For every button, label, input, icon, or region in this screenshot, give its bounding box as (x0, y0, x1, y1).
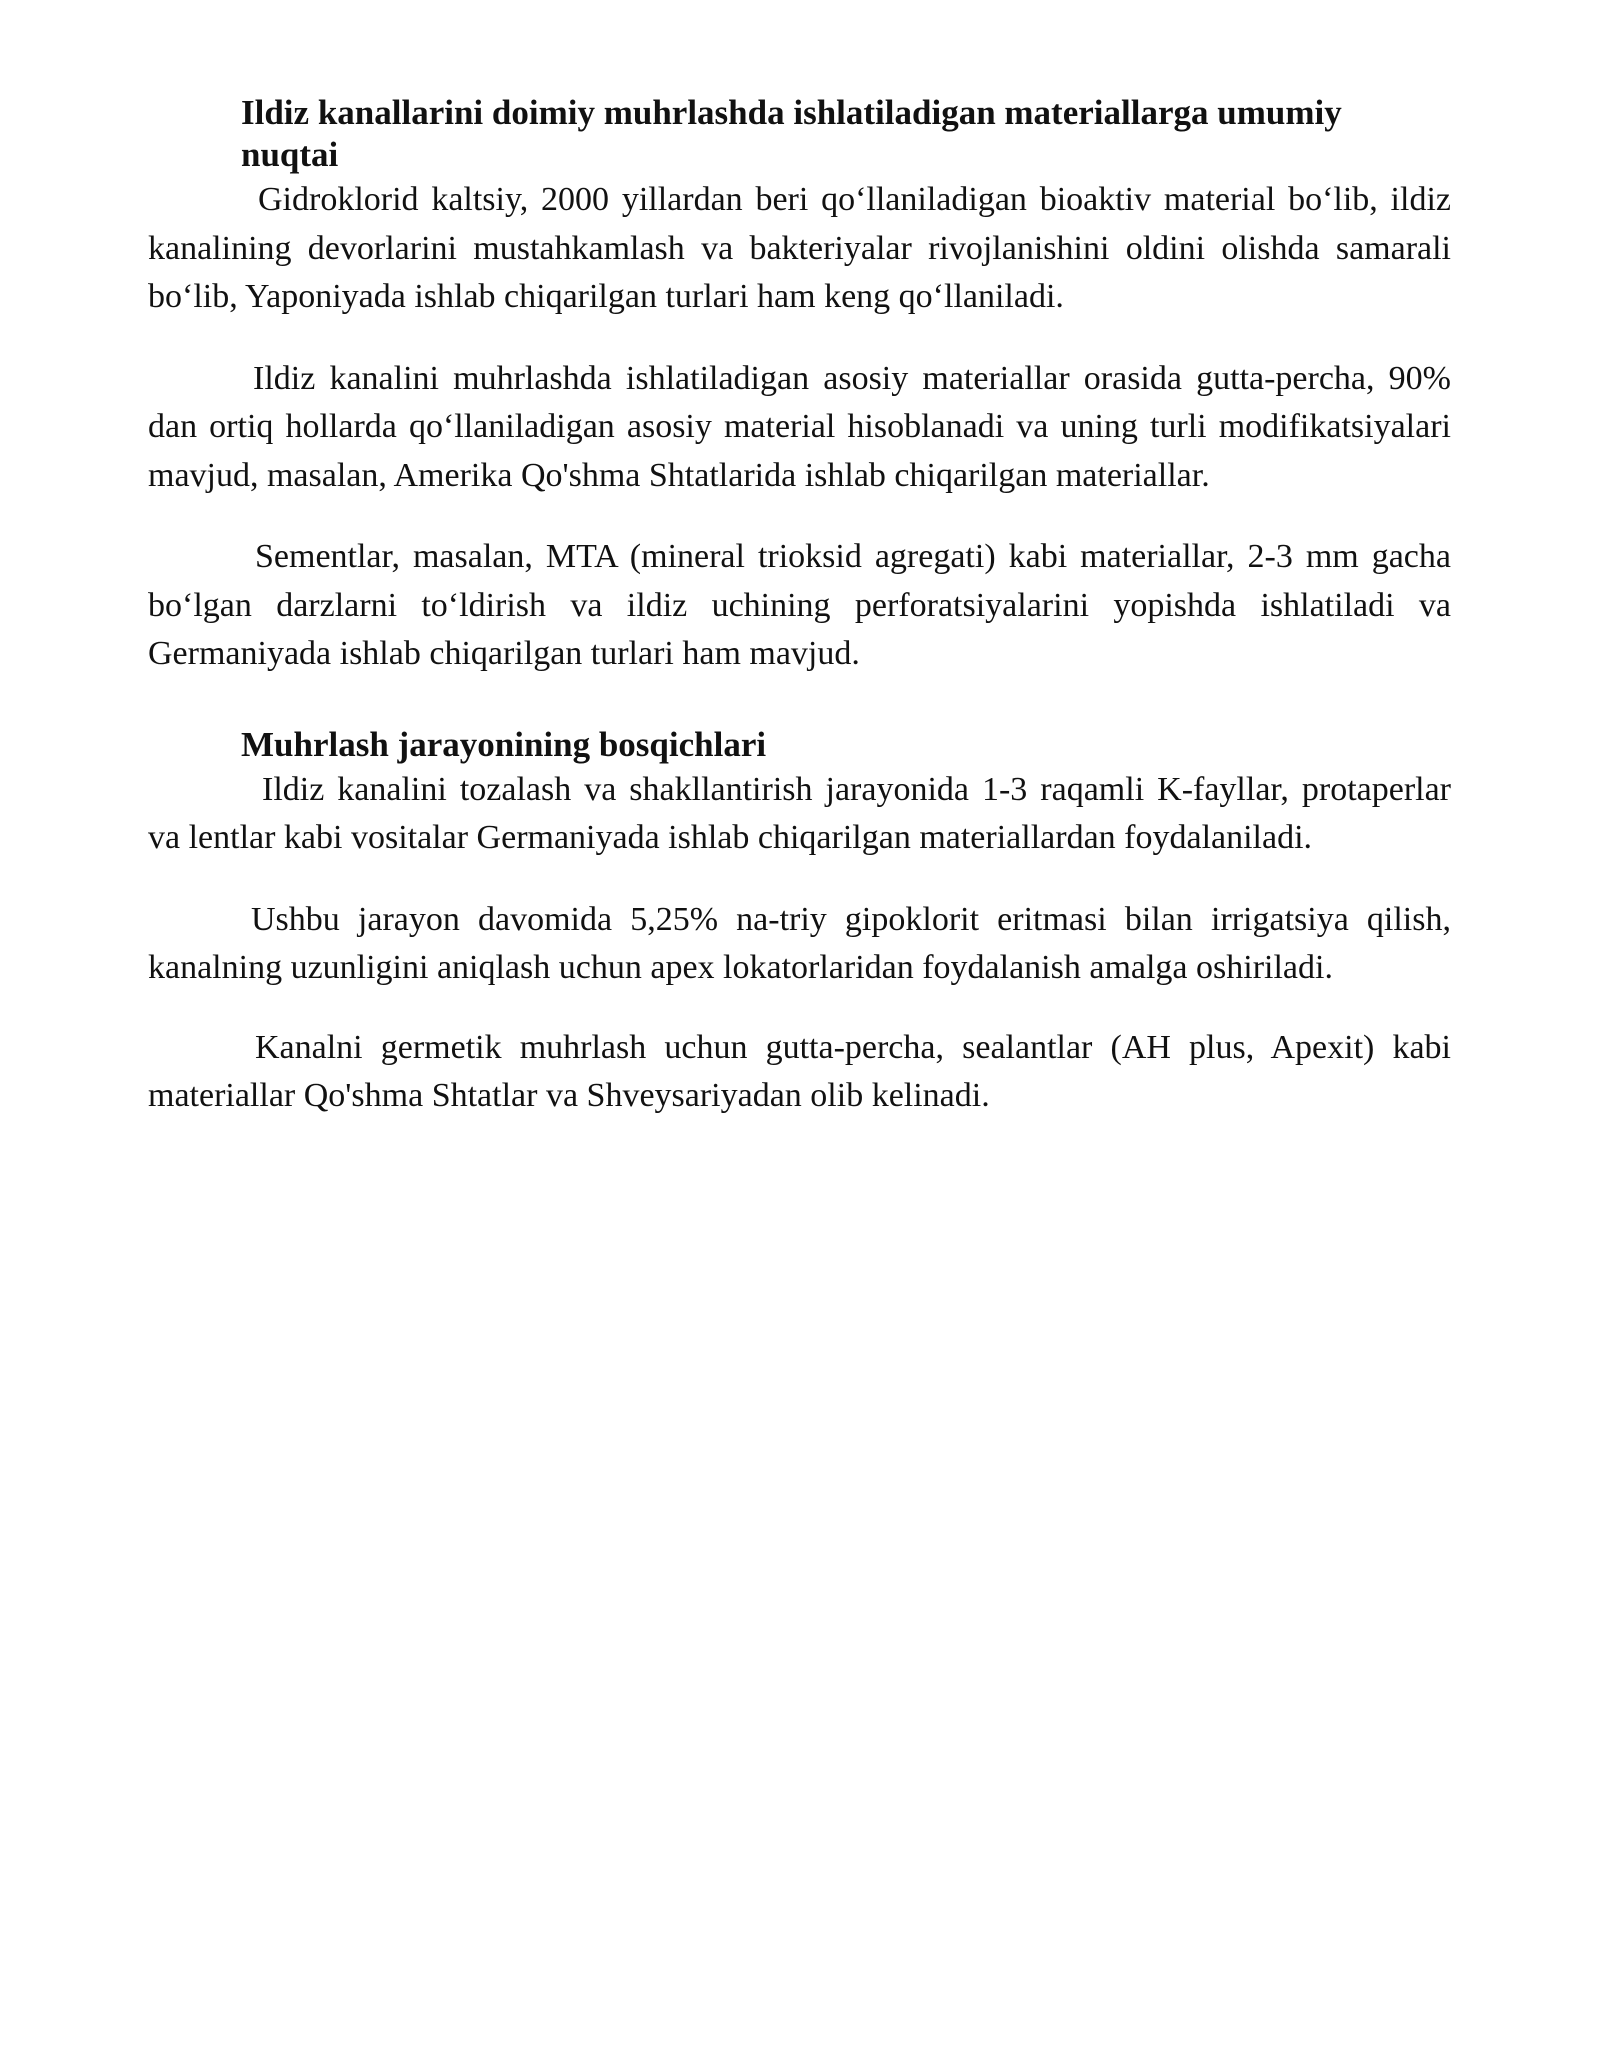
paragraph-irrigation: Ushbu jarayon davomida 5,25% na-triy gipoklorit eritmasi bilan irrigatsiya qilish, kanalning uzunligini aniqlash uchun apex lokatorlaridan foydalanish amalga oshiriladi. (148, 900, 1451, 986)
paragraph-calcium-hydroxide: Gidroklorid kaltsiy, 2000 yillardan beri qo‘llaniladigan bioaktiv material bo‘lib, ildiz kanalining devorlarini mustahkamlash va bakteriyalar rivojlanishini oldini olishda samarali bo‘lib, Yaponiyada ishlab chiqarilgan turlari ham keng qo‘llaniladi. (148, 181, 1451, 315)
paragraph-canal-shaping: Ildiz kanalini tozalash va shakllantirish jarayonida 1-3 raqamli K-fayllar, protaperlar va lentlar kabi vositalar Germaniyada ishlab chiqarilgan materiallardan foydalaniladi. (148, 770, 1451, 856)
section-heading-sealing-stages: Muhrlash jarayonining bosqichlari (241, 724, 767, 764)
paragraph-sealants: Kanalni germetik muhrlash uchun gutta-percha, sealantlar (AH plus, Apexit) kabi materiallar Qo'shma Shtatlar va Shveysariyadan olib kelinadi. (148, 1028, 1451, 1114)
paragraph-cements-mta: Sementlar, masalan, MTA (mineral trioksid agregati) kabi materiallar, 2-3 mm gacha bo‘lgan darzlarni to‘ldirish va ildiz uchining perforatsiyalarini yopishda ishlatiladi va Germaniyada ishlab chiqarilgan turlari ham mavjud. (148, 538, 1451, 672)
paragraph-gutta-percha: Ildiz kanalini muhrlashda ishlatiladigan asosiy materiallar orasida gutta-percha, 90% dan ortiq hollarda qo‘llaniladigan asosiy material hisoblanadi va uning turli modifikatsiyalari mavjud, masalan, Amerika Qo'shma Shtatlarida ishlab chiqarilgan materiallar. (148, 359, 1451, 494)
document-page (148, 92, 1451, 1121)
section-heading-materials: Ildiz kanallarini doimiy muhrlashda ishlatiladigan materiallarga umumiy nuqtai (241, 93, 1342, 174)
